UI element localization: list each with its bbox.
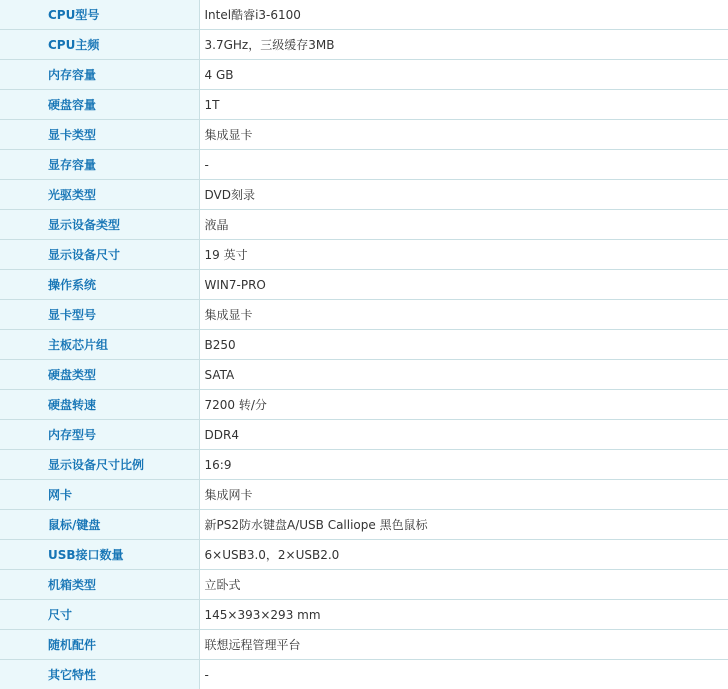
spec-value: 集成网卡 — [199, 480, 728, 510]
spec-label: 显存容量 — [0, 150, 199, 180]
spec-row-usb-ports — [0, 540, 728, 570]
spec-value: - — [199, 660, 728, 689]
spec-value: 立卧式 — [199, 570, 728, 600]
spec-row-network-card — [0, 480, 728, 510]
spec-row-memory-capacity — [0, 60, 728, 90]
spec-row-os — [0, 270, 728, 300]
spec-label: 鼠标/键盘 — [0, 510, 199, 540]
spec-value: DVD刻录 — [199, 180, 728, 210]
spec-value: - — [199, 150, 728, 180]
spec-value: 液晶 — [199, 210, 728, 240]
spec-label: 随机配件 — [0, 630, 199, 660]
spec-row-other-features — [0, 660, 728, 689]
spec-row-gpu-type — [0, 120, 728, 150]
spec-label: 机箱类型 — [0, 570, 199, 600]
spec-row-accessories — [0, 630, 728, 660]
spec-row-aspect-ratio — [0, 450, 728, 480]
spec-value: WIN7-PRO — [199, 270, 728, 300]
spec-label: 显示设备尺寸 — [0, 240, 199, 270]
spec-label: 主板芯片组 — [0, 330, 199, 360]
spec-label: 其它特性 — [0, 660, 199, 689]
spec-row-chassis-type — [0, 570, 728, 600]
spec-label: 尺寸 — [0, 600, 199, 630]
spec-value: 7200 转/分 — [199, 390, 728, 420]
spec-row-display-type — [0, 210, 728, 240]
spec-label: 显示设备类型 — [0, 210, 199, 240]
spec-label: CPU型号 — [0, 0, 199, 30]
spec-label: 光驱类型 — [0, 180, 199, 210]
spec-label: 内存容量 — [0, 60, 199, 90]
spec-value: 联想远程管理平台 — [199, 630, 728, 660]
spec-value: 19 英寸 — [199, 240, 728, 270]
spec-value: DDR4 — [199, 420, 728, 450]
spec-value: 16:9 — [199, 450, 728, 480]
spec-row-mouse-keyboard — [0, 510, 728, 540]
spec-row-gpu-model — [0, 300, 728, 330]
spec-row-memory-type — [0, 420, 728, 450]
spec-row-optical-drive — [0, 180, 728, 210]
spec-row-dimensions — [0, 600, 728, 630]
spec-value: 3.7GHz，三级缓存3MB — [199, 30, 728, 60]
spec-label: 硬盘转速 — [0, 390, 199, 420]
spec-row-cpu-frequency — [0, 30, 728, 60]
spec-value: 145×393×293 mm — [199, 600, 728, 630]
spec-value: 集成显卡 — [199, 120, 728, 150]
spec-row-display-size — [0, 240, 728, 270]
spec-value: 新PS2防水键盘A/USB Calliope 黑色鼠标 — [199, 510, 728, 540]
spec-label: 操作系统 — [0, 270, 199, 300]
spec-value: 4 GB — [199, 60, 728, 90]
spec-label: 显卡型号 — [0, 300, 199, 330]
spec-label: 硬盘容量 — [0, 90, 199, 120]
spec-value: 1T — [199, 90, 728, 120]
spec-value: 集成显卡 — [199, 300, 728, 330]
spec-label: 网卡 — [0, 480, 199, 510]
spec-row-disk-speed — [0, 390, 728, 420]
spec-row-vram — [0, 150, 728, 180]
spec-value: B250 — [199, 330, 728, 360]
spec-label: 显卡类型 — [0, 120, 199, 150]
spec-label: 显示设备尺寸比例 — [0, 450, 199, 480]
spec-label: 内存型号 — [0, 420, 199, 450]
spec-row-cpu-model — [0, 0, 728, 30]
spec-label: CPU主频 — [0, 30, 199, 60]
spec-row-disk-type — [0, 360, 728, 390]
spec-label: USB接口数量 — [0, 540, 199, 570]
spec-value: SATA — [199, 360, 728, 390]
spec-value: 6×USB3.0，2×USB2.0 — [199, 540, 728, 570]
spec-label: 硬盘类型 — [0, 360, 199, 390]
spec-value: Intel酷睿i3-6100 — [199, 0, 728, 30]
spec-row-chipset — [0, 330, 728, 360]
spec-row-disk-capacity — [0, 90, 728, 120]
